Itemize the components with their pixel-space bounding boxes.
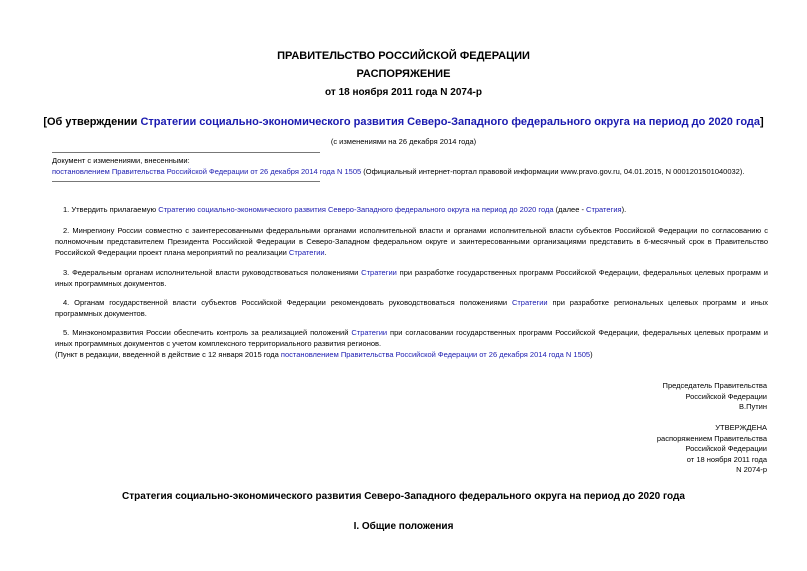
note-decree-link[interactable]: постановлением Правительства Российской Федерации от 26 декабря 2014 года N 1505 [280, 350, 591, 359]
changes-source [52, 167, 744, 176]
p4-text-b: при разработке региональных целевых программ и иных программных документов. [55, 298, 768, 318]
government-heading: ПРАВИТЕЛЬСТВО РОССИЙСКОЙ ФЕДЕРАЦИИ [277, 50, 530, 62]
p2-text-b: . [324, 248, 327, 257]
divider-top [52, 152, 320, 153]
approval-line-1: УТВЕРЖДЕНА [715, 423, 767, 432]
changes-link[interactable]: постановлением Правительства Российской Федерации от 26 декабря 2014 года N 1505 [52, 167, 362, 176]
paragraph-2 [55, 225, 768, 258]
strategy-title: Стратегия социально-экономического развития Северо-Западного федерального округа на период до 2020 года [122, 491, 685, 502]
p4-strategy-link[interactable]: Стратегии [511, 298, 548, 307]
paragraph-4 [55, 297, 768, 319]
edited-note: (с изменениями на 26 декабря 2014 года) [330, 137, 477, 146]
p1-text-a: 1. Утвердить прилагаемую [63, 205, 159, 214]
signature-line-3: В.Путин [739, 402, 767, 411]
p1-strategy-short-link[interactable]: Стратегия [586, 205, 622, 214]
changes-label: Документ с изменениями, внесенными: [52, 156, 190, 165]
p3-text-a: 3. Федеральным органам исполнительной власти руководствоваться положениями [63, 268, 362, 277]
section-heading: I. Общие положения [353, 521, 454, 532]
p5-text-b: при согласовании государственных программ Российской Федерации, федеральных целевых программ и иных программных документов с учетом комплексного территориального развития регионов. [55, 328, 768, 348]
paragraph-1 [55, 204, 768, 215]
approval-line-3: Российской Федерации [685, 444, 767, 453]
title-prefix: [Об утверждении [43, 116, 141, 128]
paragraph-5 [55, 327, 768, 349]
p5-strategy-link[interactable]: Стратегии [351, 328, 388, 337]
p1-text-c: ). [621, 205, 627, 214]
signature-block [663, 381, 767, 413]
changes-source-text: (Официальный интернет-портал правовой информации www.pravo.gov.ru, 04.01.2015, N 0001201501040032). [361, 167, 745, 176]
p3-strategy-link[interactable]: Стратегии [361, 268, 397, 277]
approval-line-5: N 2074-р [736, 465, 767, 474]
p1-text-b: (далее - [553, 205, 587, 214]
p5-text-a: 5. Минэкономразвития России обеспечить контроль за реализацией положений [63, 328, 352, 337]
p4-text-a: 4. Органам государственной власти субъектов Российской Федерации рекомендовать руководствоваться положениями [63, 298, 512, 307]
title-strategy-link[interactable]: Стратегии социально-экономического развития Северо-Западного федерального округа на период до 2020 года [140, 116, 761, 128]
date-number: от 18 ноября 2011 года N 2074-р [325, 87, 482, 98]
p2-strategy-link[interactable]: Стратегии [288, 248, 325, 257]
signature-line-1: Председатель Правительства [662, 381, 767, 390]
paragraph-3 [55, 267, 768, 289]
note-text-b: ) [590, 350, 593, 359]
document-title [0, 116, 807, 128]
note-text-a: (Пункт в редакции, введенной в действие с 12 января 2015 года [55, 350, 281, 359]
approval-block [657, 423, 767, 476]
paragraph-5-note [55, 350, 593, 359]
title-suffix: ] [760, 116, 764, 128]
approval-line-4: от 18 ноября 2011 года [686, 454, 767, 464]
doc-type-heading: РАСПОРЯЖЕНИЕ [356, 68, 451, 80]
divider-bottom [52, 181, 320, 182]
p1-strategy-link[interactable]: Стратегию социально-экономического развития Северо-Западного федерального округа на период до 2020 года [158, 205, 554, 214]
p2-text-a: 2. Минрегиону России совместно с заинтересованными федеральными органами исполнительной власти и органами исполнительной власти субъектов Российской Федерации по согласованию с полномочным представителем Президента Российской Федерации в Северо-Западном федеральном округе и заинтересованными организациями представить в 6-месячный срок в Правительство Российской Федерации проект плана мероприятий по реализации [55, 226, 768, 257]
signature-line-2: Российской Федерации [685, 391, 767, 401]
approval-line-2: распоряжением Правительства [656, 433, 767, 443]
p3-text-b: при разработке государственных программ Российской Федерации, федеральных целевых программ и иных программных документов. [55, 268, 768, 288]
